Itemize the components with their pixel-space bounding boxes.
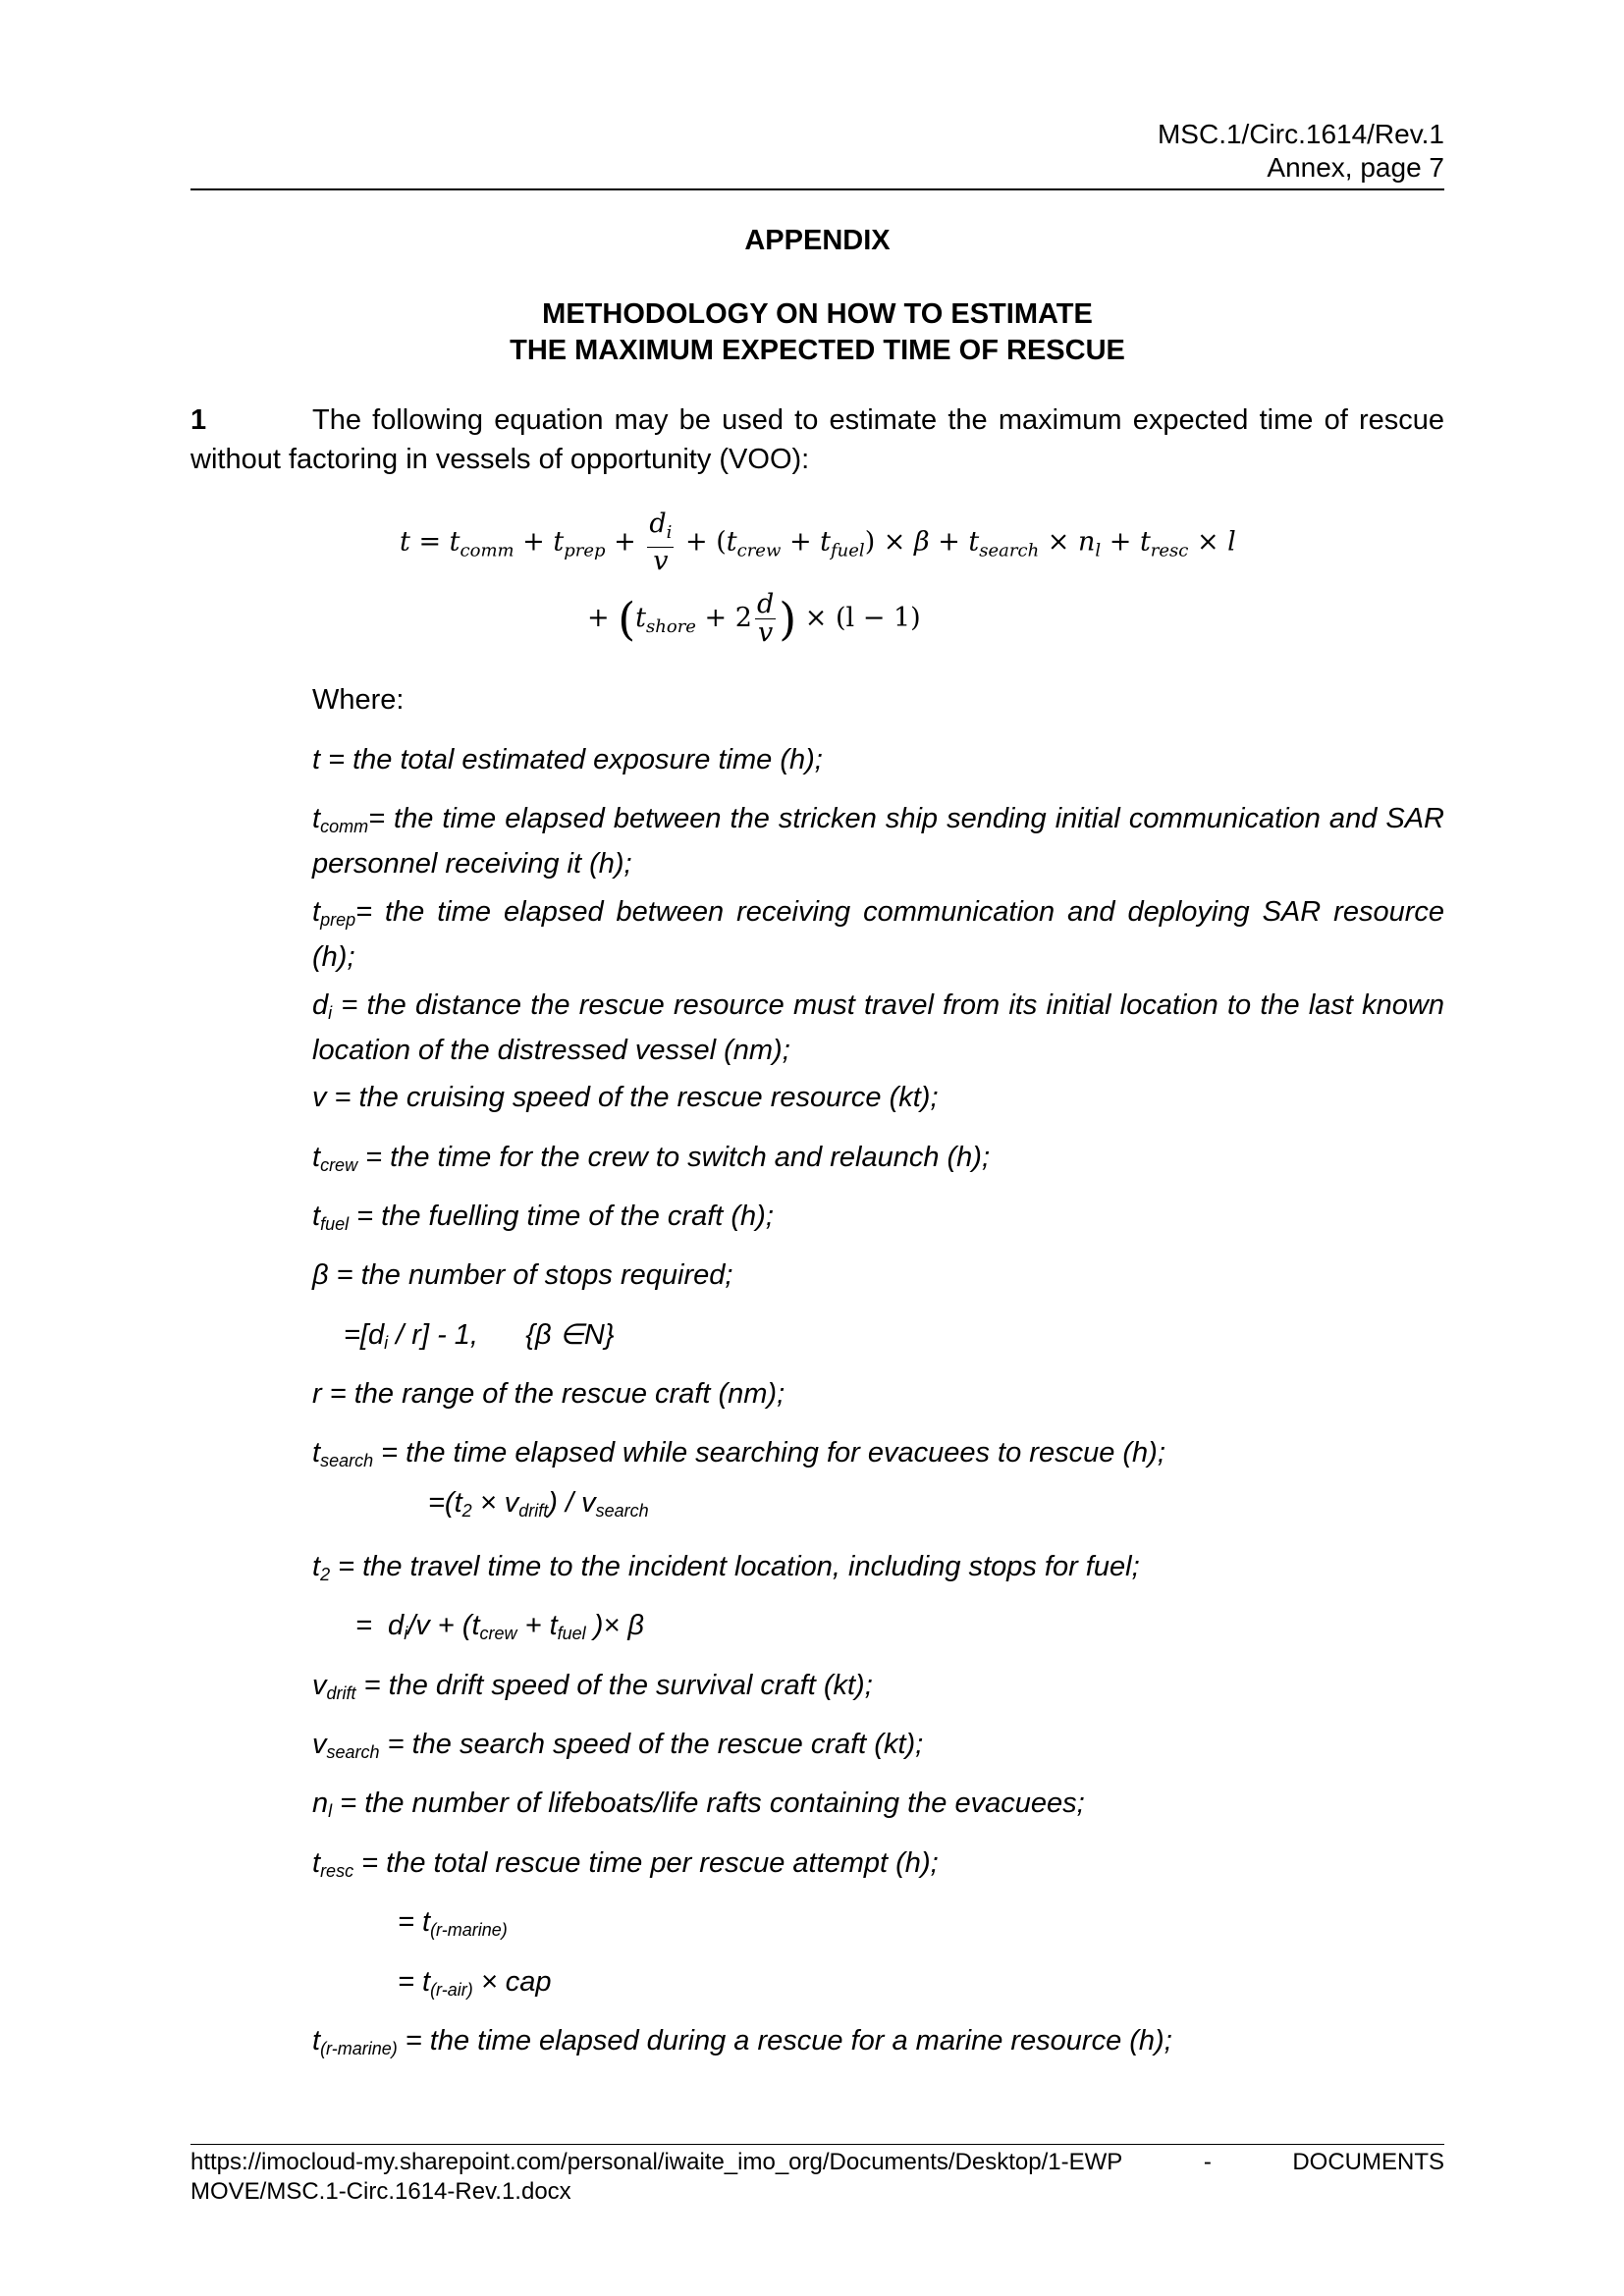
fraction-d-over-v: $\frac{d}{v}$ (756, 589, 775, 648)
title-line-2: THE MAXIMUM EXPECTED TIME OF RESCUE (510, 335, 1125, 366)
def-t-r-marine: $t_{(r-marine)}$ = the time elapsed during a rescue for a marine resource (h); (312, 2025, 1172, 2058)
equation-line-1: $t = t_{comm} + t_{prep}$ + $\frac{d_i}{v}$ + $(t_{crew} + t_{fuel}) \times \beta + t_{search} \times n_l + t_{resc} \times l$ (400, 508, 1236, 576)
page-number: Annex, page 7 (1267, 152, 1444, 183)
tresc-formula-marine: = $t_{(r-marine)}$ (398, 1906, 508, 1940)
def-tprep: $t_{prep}=$ the time elapsed between receiving communication and deploying SAR resource (h); (312, 896, 1444, 973)
def-di: $d_i$ = the distance the rescue resource must travel from its initial location to the last known location of the distressed vessel (nm); (312, 989, 1444, 1066)
def-tcrew: $t_{crew}$ = the time for the crew to switch and relaunch (h); (312, 1142, 991, 1175)
def-beta: β = the number of stops required; (312, 1259, 733, 1291)
paragraph-text: The following equation may be used to estimate the maximum expected time of rescue without factoring in vessels of opportunity (VOO): (190, 404, 1444, 475)
header-rule (190, 188, 1444, 190)
def-tfuel: $t_{fuel}$ = the fuelling time of the craft (h); (312, 1201, 774, 1234)
tresc-formula-air: = $t_{(r-air)}$ × cap (398, 1966, 552, 2000)
title-line-1: METHODOLOGY ON HOW TO ESTIMATE (542, 298, 1093, 330)
footer-rule (190, 2144, 1444, 2145)
def-v: v = the cruising speed of the rescue resource (kt); (312, 1082, 939, 1113)
def-nl: $n_l$ = the number of lifeboats/life rafts containing the evacuees; (312, 1788, 1085, 1821)
paragraph-1 (190, 400, 1444, 479)
document-reference: MSC.1/Circ.1614/Rev.1 (1157, 119, 1444, 149)
footer-documents: DOCUMENTS (1292, 2149, 1444, 2175)
fraction-di-over-v: $\frac{d_i}{v}$ (649, 508, 673, 576)
def-tsearch: $t_{search}$ = the time elapsed while searching for evacuees to rescue (h); (312, 1437, 1165, 1470)
def-t: t = the total estimated exposure time (h); (312, 744, 823, 775)
def-tcomm: $t_{comm}=$ the time elapsed between the stricken ship sending initial communication and SAR personnel receiving it (h); (312, 803, 1444, 880)
equation-line-2: + ($t_{shore} + 2$ $\frac{d}{v}$ ) × (l − 1) (587, 589, 921, 648)
def-vdrift: $v_{drift}$ = the drift speed of the survival craft (kt); (312, 1670, 873, 1703)
paragraph-number: 1 (190, 404, 207, 436)
tsearch-formula: $=(t_2 \times v_{drift}) / v_{search}$ (428, 1487, 649, 1521)
footer-path-line-2: MOVE/MSC.1-Circ.1614-Rev.1.docx (190, 2178, 571, 2205)
def-vsearch: $v_{search}$ = the search speed of the rescue craft (kt); (312, 1729, 924, 1762)
appendix-heading: APPENDIX (744, 225, 891, 256)
where-label: Where: (312, 684, 405, 716)
def-tresc: $t_{resc}$ = the total rescue time per rescue attempt (h); (312, 1847, 939, 1881)
footer-path-line-1 (190, 2148, 1444, 2177)
t2-formula: = $d_i/v + (t_{crew} + t_{fuel}$ )× β (355, 1610, 644, 1643)
footer-dash: - (1203, 2149, 1212, 2175)
def-t2: $t_2$ = the travel time to the incident location, including stops for fuel; (312, 1551, 1140, 1584)
def-r: r = the range of the rescue craft (nm); (312, 1378, 785, 1410)
beta-formula: $=[d_i / r] - 1$, {β ∈N} (344, 1319, 615, 1353)
footer-url: https://imocloud-my.sharepoint.com/personal/iwaite_imo_org/Documents/Desktop/1-EWP (190, 2149, 1123, 2175)
